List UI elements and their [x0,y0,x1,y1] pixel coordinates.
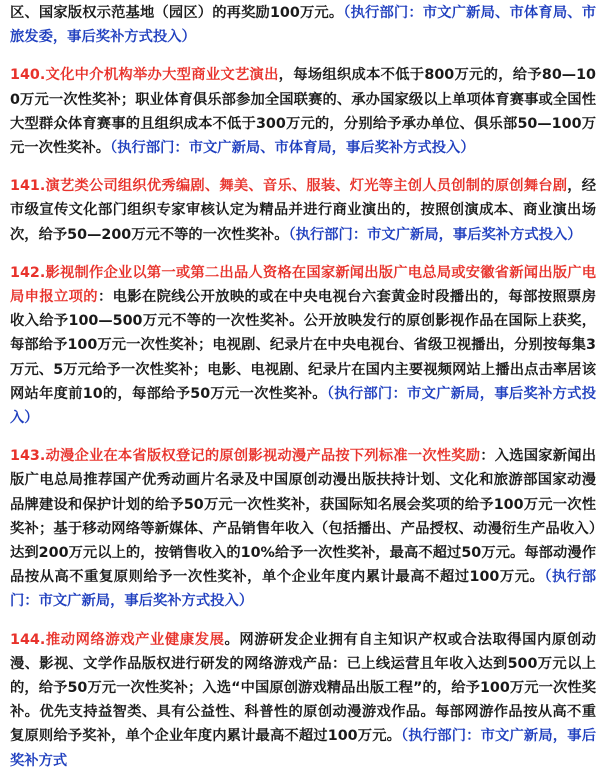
policy-item-continuation [10,1,596,49]
policy-item-143 [10,444,596,613]
item-heading: 142.影视制作企业以第一或第二出品人资格在国家新闻出版广电总局或安徽省新闻出版广电局申报立项的 [10,264,596,306]
item-heading: 143.动漫企业在本省版权登记的原创影视动漫产品按下列标准一次性奖励 [10,448,481,465]
item-executing-department: （执行部门：市文广新局，事后奖补方式 [10,728,596,769]
item-executing-department: （执行部门：市文广新局，事后奖补方式投入） [10,385,596,427]
item-heading: 141.演艺类公司组织优秀编剧、舞美、音乐、服装、灯光等主创人员创制的原创舞台剧 [10,178,568,195]
item-executing-department: （执行部门：市文广新局、市体育局、市旅发委，事后奖补方式投入） [10,5,596,46]
policy-item-140 [10,63,596,160]
item-body: ，每场组织成本不低于800万元的，给予80—100万元一次性奖补；职业体育俱乐部参加全国联赛的、承办国家级以上单项体育赛事或全国性大型群众体育赛事的且组织成本不低于300万元的，分别给予承办单位、俱乐部50—100万元一次性奖补。 [10,67,596,157]
item-executing-department: （执行部门：市文广新局，事后奖补方式投入） [10,569,596,610]
policy-item-142 [10,261,596,430]
item-executing-department: （执行部门：市文广新局，事后奖补方式投入） [288,226,582,243]
item-body: 。网游研发企业拥有自主知识产权或合法取得国内原创动漫、影视、文学作品版权进行研发的网络游戏产品：已上线运营且年收入达到500万元以上的，给予50万元一次性奖补；入选“中国原创游戏精品出版工程”的，给予100万元一次性奖补。优先支持益智类、具有公益性、科普性的原创动漫游戏作品。每部网游作品按从高不重复原则给予奖补，单个企业年度内累计最高不超过100万元。 [10,631,597,745]
item-heading: 140.文化中介机构举办大型商业文艺演出 [10,67,279,84]
item-executing-department: （执行部门：市文广新局、市体育局，事后奖补方式投入） [110,140,475,157]
policy-item-141 [10,174,596,247]
item-body: ：电影在院线公开放映的或在中央电视台六套黄金时段播出的，每部按照票房收入给予100—500万元不等的一次性奖补。公开放映发行的原创影视作品在国际上获奖，每部给予100万元一次性奖补；电视剧、纪录片在中央电视台、省级卫视播出，分别按每集3万元、5万元给予一次性奖补；电影、电视剧、纪录片在国内主要视频网站上播出点击率居该网站年度前10的，每部给予50万元一次性奖补。 [10,289,597,402]
item-body: 区、国家版权示范基地（园区）的再奖励100万元。 [10,5,344,21]
policy-item-144 [10,628,596,773]
item-body: ，经市级宣传文化部门组织专家审核认定为精品并进行商业演出的，按照创演成本、商业演出场次，给予50—200万元不等的一次性奖补。 [10,178,596,243]
item-heading: 144.推动网络游戏产业健康发展 [10,631,225,648]
item-body: ：入选国家新闻出版广电总局推荐国产优秀动画片名录及中国原创动漫出版扶持计划、文化和旅游部国家动漫品牌建设和保护计划的给予50万元一次性奖补，获国际知名展会奖项的给予100万元一次性奖补；基于移动网络等新媒体、产品销售年收入（包括播出、产品授权、动漫衍生产品收入）达到200万元以上的，按销售收入的10%给予一次性奖补，最高不超过50万元。每部动漫作品按从高不重复原则给予一次性奖补，单个企业年度内累计最高不超过100万元。 [10,448,596,586]
